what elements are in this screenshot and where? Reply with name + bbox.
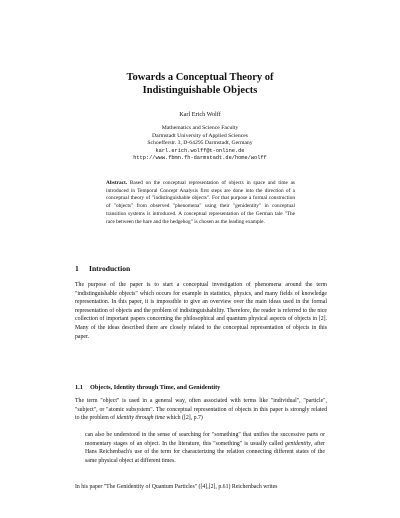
intro-paragraph-text: The purpose of the paper is to start a conceptual investigation of phenomena around the term "indistinguishable objects" which occurs for example in statistics, physics, and many fields of knowledge representation. In this paper, it is impossible to give an overview over the main ideas used in the formal representation of objects and the problem of indistinguishability. Therefore, the reader is referred to the nice collection of important papers concerning the philosophical and quantum physical aspects of objects in [2]. Many of the ideas described there are closely related to the conceptual representation of objects in this paper.	[75, 282, 327, 340]
author-name: Karl Erich Wolff	[179, 111, 221, 118]
introduction-paragraph	[75, 281, 327, 341]
subsection-text-part2: which ([2], p.7)	[164, 415, 203, 422]
block-quote	[85, 431, 325, 465]
emphasis-identity-through-time: identity through time	[116, 415, 165, 422]
author-homepage-link[interactable]: http://www.fbmn.fh-darmstadt.de/home/wolff	[133, 155, 267, 162]
section-title: Introduction	[89, 264, 131, 273]
closing-paragraph-text: In his paper "The Genidentity of Quantum Particles" ([4],[2], p.61) Reichenbach writes	[75, 484, 278, 490]
section-number: 1	[75, 264, 79, 273]
subsection-heading	[75, 384, 220, 391]
affiliation	[0, 125, 400, 163]
affiliation-university: Darmstadt University of Applied Sciences	[151, 132, 249, 139]
abstract	[106, 180, 295, 226]
title-line-2: Indistinguishable Objects	[142, 85, 258, 96]
affiliation-address: Schoefferstr. 3, D-64295 Darmstadt, Germany	[147, 140, 253, 147]
closing-paragraph	[75, 483, 327, 492]
subsection-title: Objects, Identity through Time, and Genidentity	[90, 384, 221, 391]
abstract-text: Based on the conceptual representation of objects in space and time as introduced in Temporal Concept Analysis first steps are done into the direction of a conceptual theory of "indistinguishable objects". For that purpose a formal construction of "objects" from observed "phenomena" using their "genidentity" in conceptual transition systems is introduced. A conceptual representation of the German tale "The race between the hare and the hedgehog" is chosen as the leading example.	[106, 180, 295, 225]
subsection-paragraph	[75, 397, 327, 423]
paper-title	[0, 71, 400, 97]
subsection-number: 1.1	[75, 384, 83, 391]
emphasis-genidentity: genidentity	[285, 440, 311, 447]
author-email[interactable]: karl.erich.wolff@t-online.de	[155, 147, 245, 154]
section-heading-introduction	[75, 264, 130, 273]
quote-text-part1: can also be understood in the sense of searching for "something" that unifies the successive parts or momentary stages of an object. In the literature, this "something" is usually called	[85, 432, 325, 447]
abstract-label: Abstract.	[106, 180, 128, 186]
title-line-1: Towards a Conceptual Theory of	[126, 72, 274, 83]
subsection-text-part1: The term "object" is used in a general way, often associated with terms like "individual", "particle", "subject", or "atomic subsystem". The conceptual representation of objects in this paper is strongly related to the problem of	[75, 398, 327, 422]
affiliation-faculty: Mathematics and Science Faculty	[161, 125, 239, 131]
quote-text-part2: , after Hans Reichenbach's use of the term for characterizing the relation connecting different states of the same physical object at different times.	[85, 440, 325, 464]
